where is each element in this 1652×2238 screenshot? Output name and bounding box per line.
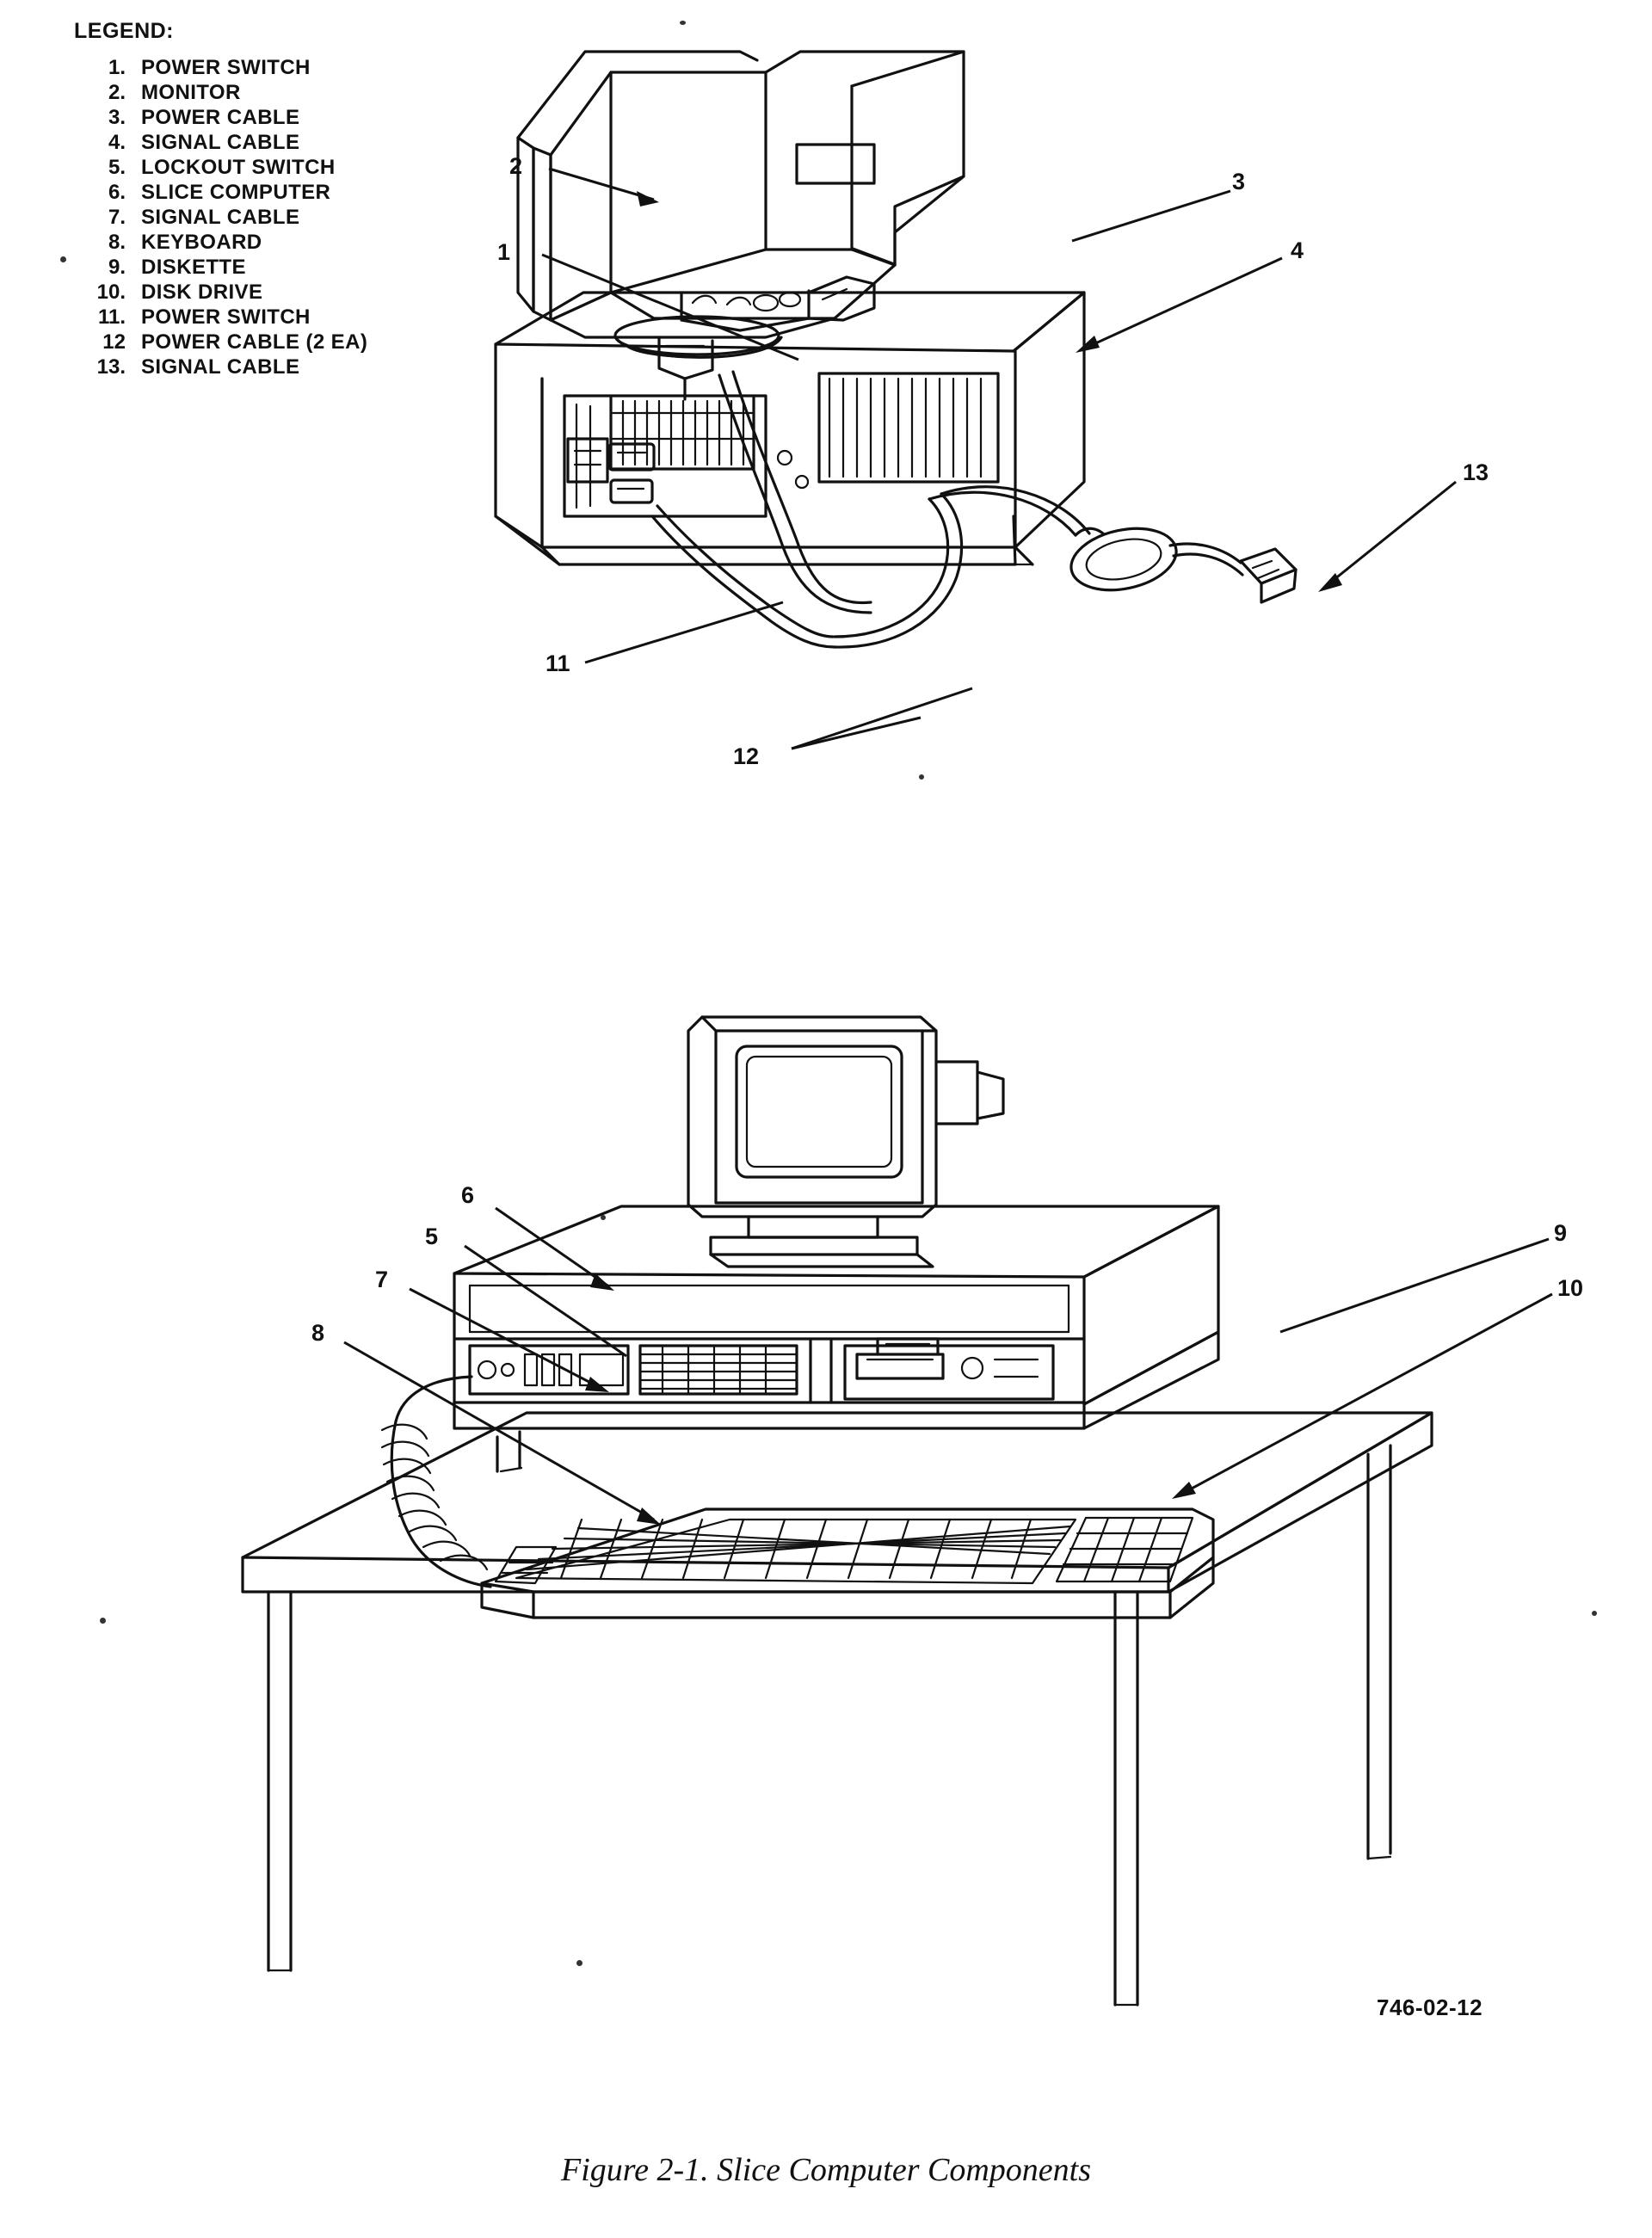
callout-5: 5 <box>425 1224 439 1249</box>
callout-13: 13 <box>1463 459 1489 485</box>
bottom-illustration <box>224 990 1600 2031</box>
legend-item-label: DISKETTE <box>141 256 246 279</box>
legend-item-label: POWER SWITCH <box>141 56 311 79</box>
legend-item-label: SIGNAL CABLE <box>141 355 300 379</box>
drawing-number: 746-02-12 <box>1377 1994 1483 2020</box>
monitor-drawing <box>518 52 964 357</box>
legend-item-number: 13. <box>96 355 126 379</box>
callout-4: 4 <box>1291 237 1304 263</box>
callout-2: 2 <box>509 153 523 179</box>
figure-caption: Figure 2-1. Slice Computer Components <box>560 2152 1091 2188</box>
legend-item-label: SIGNAL CABLE <box>141 131 300 154</box>
legend-title: LEGEND: <box>74 19 174 43</box>
top-illustration <box>482 34 1506 817</box>
legend-item-number: 4. <box>108 131 126 154</box>
scan-speck <box>601 1215 606 1220</box>
scan-speck <box>100 1618 106 1624</box>
table-drawing <box>243 1413 1432 2005</box>
callout-7: 7 <box>375 1267 389 1292</box>
legend-item-label: MONITOR <box>141 81 241 104</box>
legend-item-number: 8. <box>108 231 126 254</box>
legend-item-number: 6. <box>108 181 126 204</box>
callout-10: 10 <box>1557 1275 1584 1301</box>
legend-item-number: 2. <box>108 81 126 104</box>
legend-item-number: 10. <box>96 281 126 304</box>
scan-speck <box>60 256 66 262</box>
legend-item-label: LOCKOUT SWITCH <box>141 156 336 179</box>
legend-item-label: SIGNAL CABLE <box>141 206 300 229</box>
callout-12: 12 <box>733 743 760 769</box>
callout-11: 11 <box>546 650 570 676</box>
callout-1: 1 <box>497 239 511 265</box>
legend-item-number: 1. <box>108 56 126 79</box>
legend-item-label: SLICE COMPUTER <box>141 181 331 204</box>
scan-speck <box>680 21 686 25</box>
legend-item-label: KEYBOARD <box>141 231 262 254</box>
callout-8: 8 <box>311 1320 325 1346</box>
callout-3: 3 <box>1232 169 1246 194</box>
legend-item-number: 3. <box>108 106 126 129</box>
legend-item-number: 7. <box>108 206 126 229</box>
legend-item-number: 11. <box>97 305 126 329</box>
legend-item-label: POWER CABLE (2 EA) <box>141 330 368 354</box>
scan-speck <box>576 1960 583 1966</box>
callout-9: 9 <box>1554 1220 1568 1246</box>
legend-item-label: POWER SWITCH <box>141 305 311 329</box>
monitor-front-drawing <box>688 1017 1003 1267</box>
legend-item-number: 12 <box>102 330 126 354</box>
legend-item-number: 5. <box>108 156 126 179</box>
callout-6: 6 <box>461 1182 475 1208</box>
legend-item-label: DISK DRIVE <box>141 281 263 304</box>
scan-speck <box>1592 1611 1597 1616</box>
slice-computer-front-drawing <box>454 1206 1218 1428</box>
scan-speck <box>919 774 924 780</box>
legend-item-label: POWER CABLE <box>141 106 300 129</box>
keyboard-cable-drawing <box>382 1377 490 1587</box>
legend-item-number: 9. <box>108 256 126 279</box>
